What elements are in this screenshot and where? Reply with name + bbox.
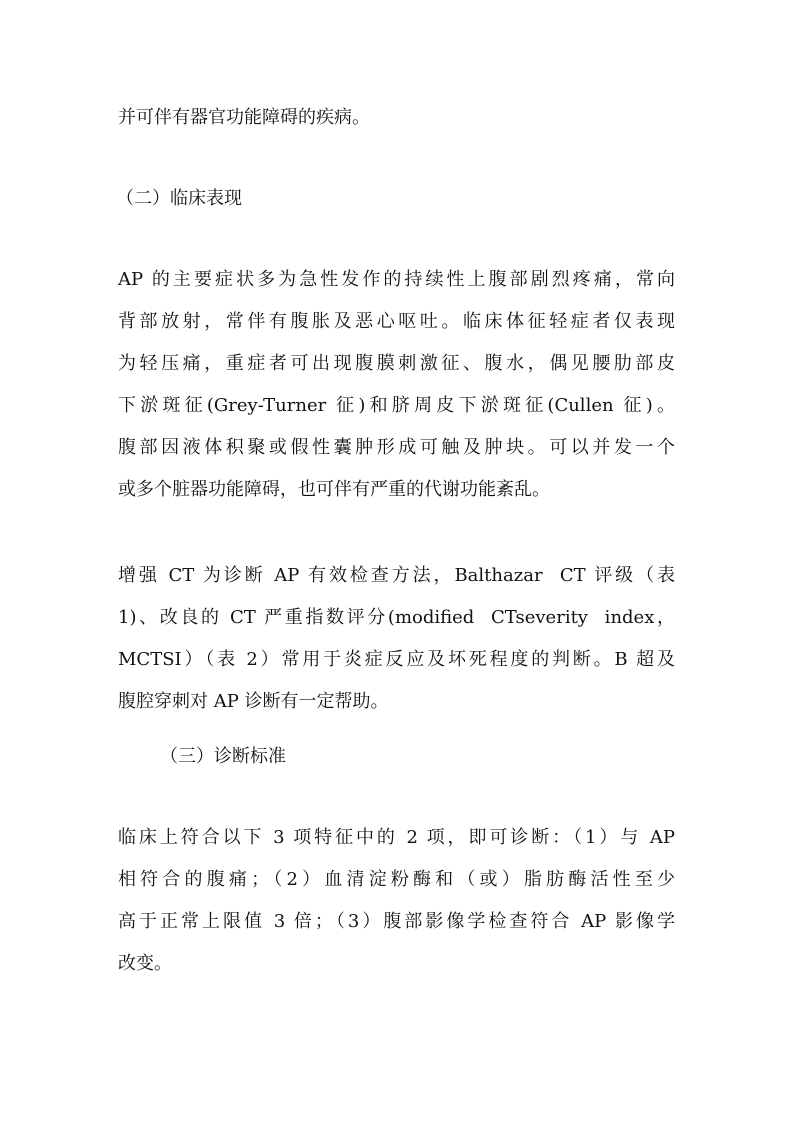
paragraph-4-line: 高于正常上限值 3 倍；（3）腹部影像学检查符合 AP 影像学 (118, 911, 675, 932)
paragraph-2-line: 或多个脏器功能障碍，也可伴有严重的代谢功能紊乱。 (118, 479, 550, 500)
paragraph-2-line: 下淤斑征(Grey-Turner 征)和脐周皮下淤斑征(Cullen 征)。 (118, 395, 675, 416)
paragraph-3-line: 腹腔穿刺对 AP 诊断有一定帮助。 (118, 691, 389, 712)
paragraph-4-line: 临床上符合以下 3 项特征中的 2 项，即可诊断：（1）与 AP (118, 827, 675, 848)
paragraph-3-line: 1)、改良的 CT 严重指数评分(modified CTseverity index， (118, 607, 675, 628)
section-heading-clinical-manifestations: （二）临床表现 (116, 188, 242, 209)
paragraph-2-line: 腹部因液体积聚或假性囊肿形成可触及肿块。可以并发一个 (118, 437, 675, 458)
paragraph-2-line: AP 的主要症状多为急性发作的持续性上腹部剧烈疼痛，常向 (118, 269, 675, 290)
paragraph-3-line: MCTSI）（表 2）常用于炎症反应及坏死程度的判断。B 超及 (118, 649, 675, 670)
section-heading-diagnostic-criteria: （三）诊断标准 (160, 746, 286, 767)
paragraph-3-line: 增强 CT 为诊断 AP 有效检查方法，Balthazar CT 评级（表 (118, 565, 675, 586)
paragraph-4-line: 相符合的腹痛；（2）血清淀粉酶和（或）脂肪酶活性至少 (118, 869, 675, 890)
paragraph-2-line: 为轻压痛，重症者可出现腹膜刺激征、腹水，偶见腰肋部皮 (118, 353, 675, 374)
paragraph-2-line: 背部放射，常伴有腹胀及恶心呕吐。临床体征轻症者仅表现 (118, 311, 675, 332)
paragraph-1-line: 并可伴有器官功能障碍的疾病。 (118, 107, 370, 128)
paragraph-4-line: 改变。 (118, 953, 172, 974)
